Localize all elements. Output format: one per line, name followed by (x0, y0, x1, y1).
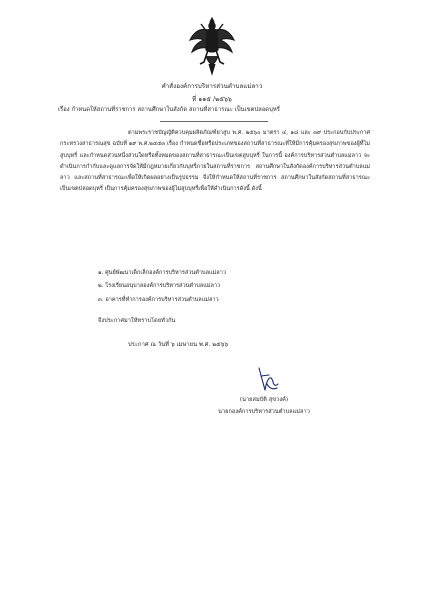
announcement-date: ประกาศ ณ วันที่ ๖ เมษายน พ.ศ. ๒๕๖๖ (128, 342, 229, 348)
list-item: ๓. อาคารที่ทำการองค์การบริหารส่วนตำบลแม่ลาว (98, 296, 219, 303)
list-item: ๑. ศูนย์พัฒนาเด็กเล็กองค์การบริหารส่วนตำบลแม่ลาว (98, 270, 227, 276)
document-subject: เรื่อง กำหนดให้สถานที่ราชการ สถานศึกษาในสังกัด สถานที่สาธารณะ เป็นเขตปลอดบุหรี่ (58, 107, 280, 113)
signer-position: นายกองค์การบริหารส่วนตำบลแม่ลาว (218, 409, 310, 415)
document-number: ที่ ๑๑๕ /๒๕๖๖ (192, 96, 232, 103)
garuda-emblem-icon (188, 16, 236, 76)
location-list (98, 267, 226, 307)
body-paragraph (60, 128, 370, 196)
body-paragraph-text: ตามพระราชบัญญัติควบคุมผลิตภัณฑ์ยาสูบ พ.ศ. ๒๕๖๐ มาตรา ๔, ๑๘ และ ๓๙ ประกอบกับประกาศกระทรวงสาธารณสุข ฉบับที่ ๑๙ พ.ศ.๒๕๕๓ เรื่อง กำหนดชื่อหรือประเภทของสถานที่สาธารณะที่ให้มีการคุ้มครองสุขภาพของผู้ที่ไม่สูบบุหรี่ และกำหนดส่วนหนึ่งส่วนใดหรือทั้งหมดของสถานที่สาธารณะเป็นเขตสูบบุหรี่ ในการนี้ องค์การบริหารส่วนตำบลแม่ลาว จะดำเนินการกำกับและดูแลการจัดให้มีกฎหมายเกี่ยวกับบุหรี่ภายในสถานที่ราชการ สถานศึกษาในสังกัดองค์การบริหารส่วนตำบลแม่ลาว และสถานที่สาธารณะเพื่อให้เกิดผลอย่างเป็นรูปธรรม จึงให้กำหนดให้สถานที่ราชการ สถานศึกษาในสังกัดสถานที่สาธารณะ เป็นเขตปลอดบุหรี่ เป็นการคุ้มครองสุขภาพของผู้ไม่สูบบุหรี่เพื่อให้ดำเนินการดังนี้ ดังนี้ (60, 130, 370, 193)
list-item: ๒. โรงเรียนอนุบาลองค์การบริหารส่วนตำบลแม่ลาว (98, 283, 221, 290)
signer-name: (นายสมบัติ สุขวงค์) (239, 397, 289, 403)
document-heading: คำสั่งองค์การบริหารส่วนตำบลแม่ลาว (161, 83, 263, 90)
subject-divider (160, 121, 268, 122)
signature-icon (255, 364, 281, 394)
notification-text: จึงประกาศมาให้ทราบโดยทั่วกัน (98, 318, 176, 324)
